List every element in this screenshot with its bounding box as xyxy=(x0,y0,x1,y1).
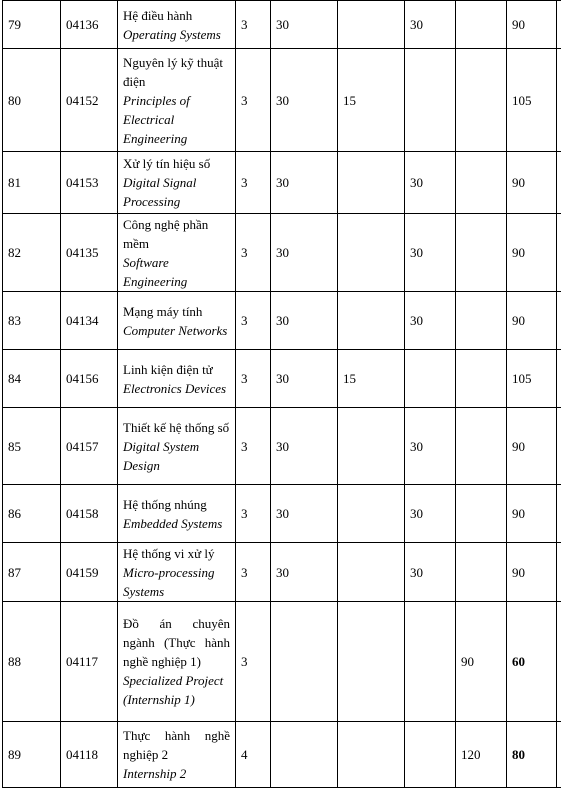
course-code: 04159 xyxy=(61,543,118,602)
total-hours: 90 xyxy=(507,408,557,485)
course-code: 04157 xyxy=(61,408,118,485)
table-row xyxy=(3,49,561,152)
total-hours: 105 xyxy=(507,350,557,408)
extra-cell xyxy=(557,485,561,543)
practice-hours: 15 xyxy=(338,350,405,408)
theory-hours: 30 xyxy=(271,1,338,49)
exercise-hours: 30 xyxy=(405,1,456,49)
course-name-vi: Xử lý tín hiệu số xyxy=(123,156,211,171)
course-name-en: Micro-processing Systems xyxy=(123,564,215,599)
credits: 3 xyxy=(236,152,271,214)
credits: 3 xyxy=(236,49,271,152)
course-code: 04158 xyxy=(61,485,118,543)
practice-hours xyxy=(338,543,405,602)
exercise-hours: 30 xyxy=(405,485,456,543)
course-name-vi: Thiết kế hệ thống số xyxy=(123,419,230,435)
theory-hours: 30 xyxy=(271,408,338,485)
self-study-hours xyxy=(456,152,507,214)
course-name-vi: Thực hành nghề nghiệp 2 xyxy=(123,728,230,762)
exercise-hours xyxy=(405,350,456,408)
exercise-hours: 30 xyxy=(405,152,456,214)
practice-hours: 15 xyxy=(338,49,405,152)
row-number: 80 xyxy=(3,49,61,152)
course-name-en: Digital Signal Processing xyxy=(123,175,197,209)
course-code: 04153 xyxy=(61,152,118,214)
course-name xyxy=(118,350,236,408)
theory-hours: 30 xyxy=(271,214,338,292)
total-hours: 90 xyxy=(507,1,557,49)
total-hours: 90 xyxy=(507,152,557,214)
table-row xyxy=(3,214,561,292)
course-name-vi: Hệ thống nhúng xyxy=(123,496,207,512)
credits: 3 xyxy=(236,214,271,292)
theory-hours: 30 xyxy=(271,543,338,602)
total-hours: 105 xyxy=(507,49,557,152)
course-code: 04136 xyxy=(61,1,118,49)
self-study-hours xyxy=(456,49,507,152)
theory-hours xyxy=(271,602,338,722)
course-name xyxy=(118,485,236,543)
credits: 3 xyxy=(236,350,271,408)
theory-hours: 30 xyxy=(271,485,338,543)
course-name-en: Electronics Devices xyxy=(123,380,227,396)
course-name xyxy=(118,543,236,602)
extra-cell xyxy=(557,602,561,722)
course-name xyxy=(118,722,236,788)
row-number: 83 xyxy=(3,292,61,350)
extra-cell xyxy=(557,214,561,292)
theory-hours: 30 xyxy=(271,152,338,214)
self-study-hours xyxy=(456,1,507,49)
self-study-hours xyxy=(456,350,507,408)
table-row xyxy=(3,408,561,485)
total-hours: 90 xyxy=(507,543,557,602)
course-name-en: Digital System Design xyxy=(123,438,200,473)
row-number: 79 xyxy=(3,1,61,49)
credits: 3 xyxy=(236,408,271,485)
row-number: 87 xyxy=(3,543,61,602)
total-hours: 90 xyxy=(507,292,557,350)
total-hours: 80 xyxy=(507,722,557,788)
extra-cell xyxy=(557,543,561,602)
extra-cell xyxy=(557,49,561,152)
table-row xyxy=(3,1,561,49)
exercise-hours: 30 xyxy=(405,292,456,350)
course-name xyxy=(118,292,236,350)
practice-hours xyxy=(338,408,405,485)
course-name xyxy=(118,214,236,292)
table-row xyxy=(3,602,561,722)
course-name xyxy=(118,602,236,722)
practice-hours xyxy=(338,722,405,788)
exercise-hours: 30 xyxy=(405,543,456,602)
course-name-en: Software Engineering xyxy=(123,254,188,289)
practice-hours xyxy=(338,485,405,543)
course-code: 04118 xyxy=(61,722,118,788)
row-number: 85 xyxy=(3,408,61,485)
theory-hours: 30 xyxy=(271,49,338,152)
credits: 3 xyxy=(236,602,271,722)
course-name xyxy=(118,49,236,152)
extra-cell xyxy=(557,350,561,408)
course-name xyxy=(118,408,236,485)
exercise-hours xyxy=(405,722,456,788)
row-number: 88 xyxy=(3,602,61,722)
course-name-vi: Hệ điều hành xyxy=(123,7,193,23)
practice-hours xyxy=(338,1,405,49)
self-study-hours xyxy=(456,214,507,292)
total-hours: 90 xyxy=(507,485,557,543)
course-code: 04134 xyxy=(61,292,118,350)
table-row xyxy=(3,152,561,214)
extra-cell xyxy=(557,722,561,788)
credits: 4 xyxy=(236,722,271,788)
course-name xyxy=(118,1,236,49)
course-name-vi: Mạng máy tính xyxy=(123,303,203,319)
theory-hours xyxy=(271,722,338,788)
exercise-hours: 30 xyxy=(405,408,456,485)
row-number: 81 xyxy=(3,152,61,214)
course-code: 04117 xyxy=(61,602,118,722)
table-row xyxy=(3,722,561,788)
exercise-hours xyxy=(405,49,456,152)
self-study-hours: 120 xyxy=(456,722,507,788)
course-name-en: Operating Systems xyxy=(123,26,221,42)
course-name-vi: Công nghệ phần mềm xyxy=(123,216,209,251)
curriculum-table xyxy=(2,0,561,788)
row-number: 82 xyxy=(3,214,61,292)
self-study-hours xyxy=(456,292,507,350)
credits: 3 xyxy=(236,485,271,543)
practice-hours xyxy=(338,152,405,214)
practice-hours xyxy=(338,292,405,350)
theory-hours: 30 xyxy=(271,292,338,350)
self-study-hours xyxy=(456,485,507,543)
course-name-en: Embedded Systems xyxy=(123,515,223,531)
course-name-vi: Đồ án chuyên ngành (Thực hành nghề nghiệp 1) xyxy=(123,616,230,669)
exercise-hours: 30 xyxy=(405,214,456,292)
extra-cell xyxy=(557,408,561,485)
course-name xyxy=(118,152,236,214)
self-study-hours: 90 xyxy=(456,602,507,722)
course-code: 04135 xyxy=(61,214,118,292)
self-study-hours xyxy=(456,408,507,485)
extra-cell xyxy=(557,152,561,214)
course-name-en: Computer Networks xyxy=(123,322,228,338)
practice-hours xyxy=(338,214,405,292)
credits: 3 xyxy=(236,543,271,602)
table-row xyxy=(3,543,561,602)
practice-hours xyxy=(338,602,405,722)
table-row xyxy=(3,350,561,408)
self-study-hours xyxy=(456,543,507,602)
course-code: 04156 xyxy=(61,350,118,408)
credits: 3 xyxy=(236,292,271,350)
row-number: 86 xyxy=(3,485,61,543)
credits: 3 xyxy=(236,1,271,49)
course-name-vi: Hệ thống vi xử lý xyxy=(123,545,215,561)
total-hours: 90 xyxy=(507,214,557,292)
course-name-vi: Nguyên lý kỹ thuật điện xyxy=(123,54,224,89)
theory-hours: 30 xyxy=(271,350,338,408)
total-hours: 60 xyxy=(507,602,557,722)
extra-cell xyxy=(557,1,561,49)
row-number: 89 xyxy=(3,722,61,788)
extra-cell xyxy=(557,292,561,350)
course-name-en: Specialized Project (Internship 1) xyxy=(123,673,224,707)
exercise-hours xyxy=(405,602,456,722)
table-row xyxy=(3,485,561,543)
course-name-en: Internship 2 xyxy=(123,766,187,781)
course-code: 04152 xyxy=(61,49,118,152)
table-row xyxy=(3,292,561,350)
course-name-en: Principles of Electrical Engineering xyxy=(123,92,190,146)
course-name-vi: Linh kiện điện tử xyxy=(123,361,213,377)
row-number: 84 xyxy=(3,350,61,408)
